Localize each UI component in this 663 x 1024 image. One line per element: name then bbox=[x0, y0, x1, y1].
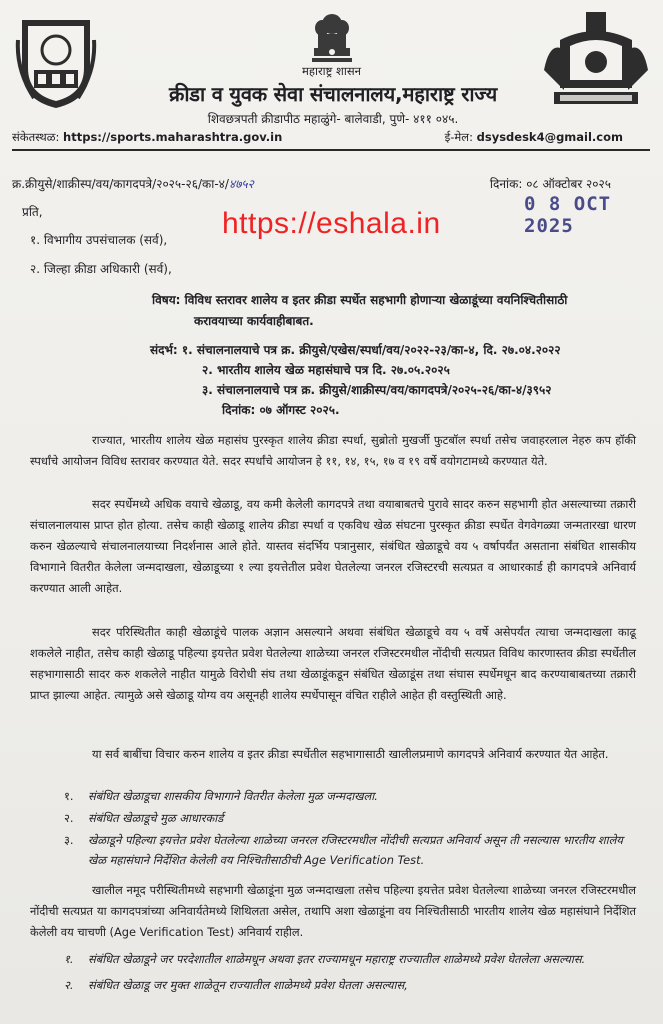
references-block bbox=[150, 340, 561, 420]
reference-item: संदर्भ: १. संचालनालयाचे पत्र क्र. क्रीयुसे/एखेस/स्पर्धा/वय/२०२२-२३/का-४, दि. २७.०४.२०२२ bbox=[150, 343, 561, 357]
salutation-to: प्रति, bbox=[22, 205, 43, 219]
list-item: ३. खेळाडूने पहिल्या इयत्तेत प्रवेश घेतलेल्या शाळेच्या जनरल रजिस्टरमधील नोंदीची सत्यप्रत अनिवार्य असून ती नसल्यास भारतीय शालेय खेळ महासंघाने निर्देशित केलेली वय निश्चितीसाठीची Age Verification Test. bbox=[64, 833, 623, 867]
recipient-2: २. जिल्हा क्रीडा अधिकारी (सर्व), bbox=[30, 262, 172, 276]
paragraph-situation: सदर परिस्थितीत काही खेळाडूंचे पालक अज्ञान असल्याने अथवा संबंधित खेळाडूचे वय ५ वर्षे असेपर्यंत त्याचा जन्मदाखला काढू शकलेले नाहीत, तसेच काही खेळाडू पहिल्या इयत्तेत प्रवेश घेतलेल्या शाळेच्या जनरल रजिस्टरमधील नोंदीची सत्यप्रत विविध कारणास्तव क्रीडा स्पर्धेतील सहभागासाठी सादर करु शकलेले नाहीत यामुळे विरोधी संघ तथा खेळाडूंकडून संबंधित खेळाडूंस तथा संघास स्पर्धेमधून बाद करण्याबाबतच्या तक्रारी प्राप्त झाल्या आहेत. त्यामुळे असे खेळाडू योग्य वय असूनही शालेय स्पर्धेपासून वंचित राहीले आहेत ही वस्तुस्थिती आहे. bbox=[30, 625, 636, 702]
department-address: शिवछत्रपती क्रीडापीठ महाळुंगे- बालेवाडी, पुणे- ४११ ०४५. bbox=[207, 112, 459, 126]
department-title: क्रीडा व युवक सेवा संचालनालय,महाराष्ट्र राज्य bbox=[168, 82, 498, 106]
recipient-1: १. विभागीय उपसंचालक (सर्व), bbox=[30, 233, 168, 247]
reference-item: दिनांक: ०७ ऑगस्ट २०२५. bbox=[222, 403, 340, 417]
list-item: २. संबंधित खेळाडू जर मुक्त शाळेतून राज्यातील शाळेमध्ये प्रवेश घेतला असल्यास, bbox=[64, 978, 408, 992]
list-item: १. संबंधित खेळाडूने जर परदेशातील शाळेमधून अथवा इतर राज्यामधून महाराष्ट्र राज्यातील शाळेमध्ये प्रवेश घेतलेला असल्यास. bbox=[64, 952, 586, 966]
reference-number bbox=[12, 175, 254, 192]
watermark-link[interactable]: https://eshala.in bbox=[222, 207, 441, 240]
email-link[interactable]: dsysdesk4@gmail.com bbox=[476, 130, 623, 144]
exceptions-list bbox=[64, 948, 644, 998]
received-date-stamp: 0 8 OCT 2025 bbox=[524, 193, 612, 237]
header-divider bbox=[12, 149, 650, 151]
list-item: २. संबंधित खेळाडूचे मुळ आधारकार्ड bbox=[64, 811, 224, 825]
website-label: संकेतस्थळ: bbox=[12, 130, 64, 144]
list-item: १. संबंधित खेळाडूचा शासकीय विभागाने वितरीत केलेला मुळ जन्मदाखला. bbox=[64, 789, 378, 803]
email-line bbox=[445, 130, 623, 145]
ashoka-emblem-icon bbox=[304, 10, 360, 66]
subject-line: विषय: विविध स्तरावर शालेय व इतर क्रीडा स्पर्धेत सहभागी होणाऱ्या खेळाडूंच्या वयनिश्चितीसाठी bbox=[152, 293, 568, 307]
sports-department-emblem-icon bbox=[14, 10, 98, 110]
email-label: ई-मेल: bbox=[444, 130, 477, 144]
reference-item: २. भारतीय शालेय खेळ महासंघाचे पत्र दि. २७.०५.२०२५ bbox=[202, 363, 450, 377]
subject-continuation: करावयाच्या कार्यवाहीबाबत. bbox=[194, 314, 314, 328]
paragraph-exceptions: खालील नमूद परीस्थितीमध्ये सहभागी खेळाडूंना मुळ जन्मदाखला तसेच पहिल्या इयत्तेत प्रवेश घेतलेल्या शाळेच्या जनरल रजिस्टरमधील नोंदीची सत्यप्रत या कागदपत्रांच्या अनिवार्यतेमध्ये शिथिलता असेल, तथापि अशा खेळाडूंना वय निश्चितीसाठी भारतीय शालेय खेळ महासंघाने निर्देशित केलेली वय चाचणी (Age Verification Test) अनिवार्य राहील. bbox=[30, 883, 636, 939]
website-line bbox=[12, 130, 282, 145]
required-documents-list bbox=[64, 786, 644, 872]
government-heading: महाराष्ट्र शासन bbox=[302, 64, 361, 78]
reference-prefix: क्र.क्रीयुसे/शाक्रीस्प/वय/कागदपत्रे/२०२५-२६/का-४/ bbox=[12, 177, 229, 191]
letter-date: दिनांक: ०८ ऑक्टोबर २०२५ bbox=[489, 177, 611, 191]
paragraph-decision: या सर्व बाबींचा विचार करुन शालेय व इतर क्रीडा स्पर्धेतील सहभागासाठी खालीलप्रमाणे कागदपत्रे अनिवार्य करण्यात येत आहेत. bbox=[92, 747, 609, 761]
reference-item: ३. संचालनालयाचे पत्र क्र. क्रीयुसे/शाक्रीस्प/वय/कागदपत्रे/२०२५-२६/का-४/३९५२ bbox=[202, 383, 552, 397]
paragraph-complaints: सदर स्पर्धेमध्ये अधिक वयाचे खेळाडू, वय कमी केलेली कागदपत्रे तथा वयाबाबतचे पुरावे सादर करुन सहभागी होत असल्याच्या तक्रारी संचालनालयास प्राप्त होत होत्या. तसेच काही खेळाडू शालेय क्रीडा स्पर्धा व एकविध खेळ संघटना पुरस्कृत क्रीडा स्पर्धेत वेगवेगळ्या जन्मतारखा धारण करुन खेळल्याचे संचालनालयाच्या निदर्शनास आले होते. यास्तव संदर्भिय पत्रानुसार, संबंधित खेळाडूचे वय ५ वर्षापर्यंत असताना संबंधित शासकीय विभागाने वितरीत केलेला जन्मदाखला, खेळाडूच्या १ ल्या इयत्तेतील प्रवेश घेतलेल्या जनरल रजिस्टरची सत्यप्रत व आधारकार्ड ही कागदपत्रे अनिवार्य करण्यात आली आहेत. bbox=[30, 497, 636, 595]
website-link[interactable]: https://sports.maharashtra.gov.in bbox=[63, 130, 283, 144]
paragraph-intro: राज्यात, भारतीय शालेय खेळ महासंघ पुरस्कृत शालेय क्रीडा स्पर्धा, सुब्रोतो मुखर्जी फुटबॉल स्पर्धा तसेच जवाहरलाल नेहरु कप हॉकी स्पर्धांचे आयोजन विविध स्तरावर करण्यात येते. सदर स्पर्धांचे आयोजन हे ११, १४, १५, १७ व १९ वर्षे वयोगटामध्ये करण्यात येते. bbox=[30, 433, 636, 468]
reference-handwritten: ४७५२ bbox=[228, 177, 254, 191]
